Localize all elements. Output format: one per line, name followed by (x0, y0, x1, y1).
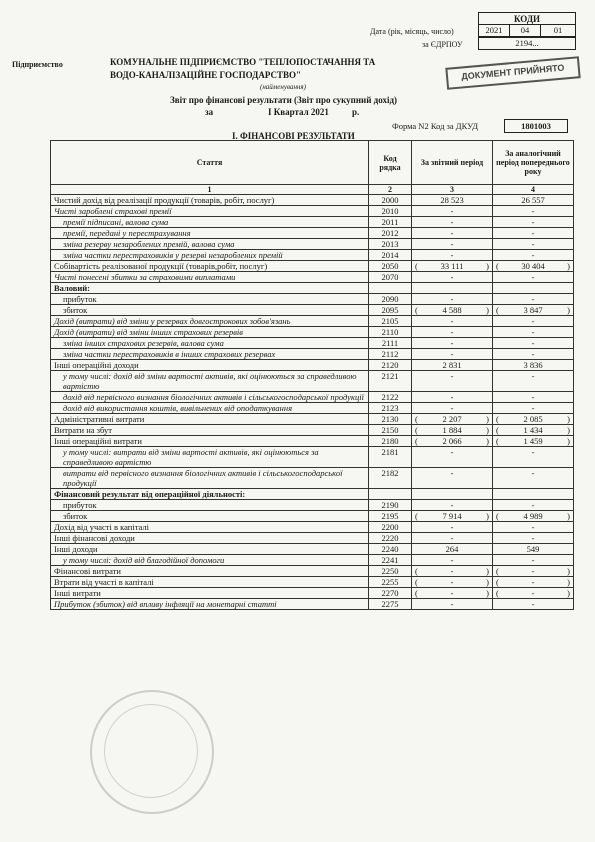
row-previous-value (493, 283, 574, 294)
row-current-value: ( - ) (412, 566, 493, 577)
row-label: у тому числі: дохід від благодійної допомоги (51, 555, 369, 566)
row-code: 2070 (369, 272, 412, 283)
row-current-value: ( 2 066 ) (412, 436, 493, 447)
row-current-value: ( 1 884 ) (412, 425, 493, 436)
table-row (51, 239, 574, 250)
value-text: 2 085 (523, 414, 543, 424)
row-code: 2112 (369, 349, 412, 360)
row-current-value: - (412, 228, 493, 239)
row-previous-value: ( 3 847 ) (493, 305, 574, 316)
row-code: 2121 (369, 371, 412, 392)
row-code: 2013 (369, 239, 412, 250)
row-previous-value: - (493, 468, 574, 489)
row-code: 2105 (369, 316, 412, 327)
row-code: 2250 (369, 566, 412, 577)
row-current-value: - (412, 294, 493, 305)
row-current-value: - (412, 371, 493, 392)
row-code: 2130 (369, 414, 412, 425)
report-title: Звіт про фінансові результати (Звіт про сукупний дохід) (170, 95, 398, 105)
row-label: Валовий: (51, 283, 369, 294)
row-previous-value: - (493, 447, 574, 468)
row-code: 2090 (369, 294, 412, 305)
row-current-value: ( 4 588 ) (412, 305, 493, 316)
row-previous-value: - (493, 555, 574, 566)
row-label: Дохід (витрати) від зміни у резервах довгострокових зобов'язань (51, 316, 369, 327)
name-caption: (найменування) (260, 83, 306, 91)
row-label: Дохід від участі в капіталі (51, 522, 369, 533)
row-current-value: - (412, 447, 493, 468)
row-label: у тому числі: витрати від зміни вартості активів, які оцінюються за справедливою вартістю (51, 447, 369, 468)
row-label: Втрати від участі в капіталі (51, 577, 369, 588)
col-number: 4 (493, 185, 574, 195)
col-header-code: Код рядка (369, 141, 412, 185)
row-label: Адміністративні витрати (51, 414, 369, 425)
enterprise-label: Підприємство (12, 60, 63, 69)
row-code: 2240 (369, 544, 412, 555)
row-code: 2123 (369, 403, 412, 414)
table-row (51, 566, 574, 577)
row-code: 2220 (369, 533, 412, 544)
row-label: прибуток (51, 294, 369, 305)
table-row (51, 228, 574, 239)
row-label: Прибуток (збиток) від впливу інфляції на монетарні статті (51, 599, 369, 610)
edrpou-code: 2194... (478, 37, 576, 50)
value-text: - (450, 588, 454, 598)
row-code: 2095 (369, 305, 412, 316)
row-previous-value: ( - ) (493, 566, 574, 577)
table-row (51, 414, 574, 425)
table-row (51, 316, 574, 327)
row-current-value (412, 283, 493, 294)
row-current-value: - (412, 403, 493, 414)
value-text: - (531, 588, 535, 598)
value-text: 33 111 (440, 261, 464, 271)
value-text: 30 404 (521, 261, 545, 271)
period-prefix: за (205, 107, 214, 117)
row-current-value: ( - ) (412, 588, 493, 599)
value-text: - (531, 566, 535, 576)
row-label: Інші операційні витрати (51, 436, 369, 447)
period-value: І Квартал 2021 (268, 107, 329, 117)
row-code: 2180 (369, 436, 412, 447)
row-code: 2110 (369, 327, 412, 338)
col-number: 3 (412, 185, 493, 195)
date-month: 04 (509, 24, 541, 37)
row-current-value: - (412, 392, 493, 403)
row-previous-value: - (493, 349, 574, 360)
row-previous-value: - (493, 217, 574, 228)
table-body (51, 195, 574, 610)
row-previous-value: ( - ) (493, 588, 574, 599)
table-row (51, 577, 574, 588)
row-current-value: - (412, 522, 493, 533)
row-label: Чисті зароблені страхові премії (51, 206, 369, 217)
row-label: Чисті понесені збитки за страховими виплатами (51, 272, 369, 283)
table-row (51, 283, 574, 294)
row-code: 2275 (369, 599, 412, 610)
row-previous-value: - (493, 239, 574, 250)
date-year: 2021 (478, 24, 510, 37)
table-row (51, 555, 574, 566)
row-previous-value: - (493, 522, 574, 533)
row-current-value: 264 (412, 544, 493, 555)
row-label: Собівартість реалізованої продукції (товарів,робіт, послуг) (51, 261, 369, 272)
row-code: 2000 (369, 195, 412, 206)
row-current-value: - (412, 272, 493, 283)
table-row (51, 217, 574, 228)
row-label: прибуток (51, 500, 369, 511)
row-label: у тому числі: дохід від зміни вартості активів, які оцінюються за справедливою вартістю (51, 371, 369, 392)
row-previous-value: - (493, 338, 574, 349)
row-code: 2010 (369, 206, 412, 217)
row-label: Інші витрати (51, 588, 369, 599)
row-current-value: - (412, 338, 493, 349)
row-previous-value: ( 4 989 ) (493, 511, 574, 522)
table-row (51, 511, 574, 522)
col-number: 2 (369, 185, 412, 195)
row-previous-value: - (493, 327, 574, 338)
row-current-value: ( - ) (412, 577, 493, 588)
value-text: 4 588 (442, 305, 462, 315)
row-previous-value: - (493, 371, 574, 392)
row-current-value: - (412, 533, 493, 544)
value-text: 4 989 (523, 511, 543, 521)
row-current-value: - (412, 206, 493, 217)
value-text: 2 066 (442, 436, 462, 446)
row-code: 2122 (369, 392, 412, 403)
row-previous-value: - (493, 250, 574, 261)
table-row (51, 392, 574, 403)
row-label: премії підписані, валова сума (51, 217, 369, 228)
row-code: 2255 (369, 577, 412, 588)
row-previous-value: ( 30 404 ) (493, 261, 574, 272)
row-label: Дохід (витрати) від зміни інших страхових резервів (51, 327, 369, 338)
row-current-value: 2 831 (412, 360, 493, 371)
value-text: - (450, 566, 454, 576)
value-text: - (450, 577, 454, 587)
row-current-value: - (412, 349, 493, 360)
row-previous-value: - (493, 500, 574, 511)
table-row (51, 489, 574, 500)
row-current-value: 28 523 (412, 195, 493, 206)
row-label: дохід від первісного визнання біологічних активів і сільськогосподарської продукції (51, 392, 369, 403)
row-label: витрати від первісного визнання біологічних активів і сільськогосподарської продукції (51, 468, 369, 489)
row-label: Витрати на збут (51, 425, 369, 436)
col-number: 1 (51, 185, 369, 195)
table-row (51, 533, 574, 544)
row-previous-value: - (493, 392, 574, 403)
row-label: зміна частки перестраховиків у резерві незароблених премій (51, 250, 369, 261)
table-row (51, 261, 574, 272)
row-current-value: - (412, 250, 493, 261)
table-row (51, 206, 574, 217)
financial-results-table (50, 140, 574, 610)
row-code: 2195 (369, 511, 412, 522)
row-code: 2241 (369, 555, 412, 566)
table-row (51, 447, 574, 468)
row-previous-value: - (493, 294, 574, 305)
row-code: 2190 (369, 500, 412, 511)
table-row (51, 272, 574, 283)
row-previous-value: 3 836 (493, 360, 574, 371)
row-previous-value: - (493, 599, 574, 610)
table-row (51, 500, 574, 511)
value-text: - (531, 577, 535, 587)
accepted-stamp: ДОКУМЕНТ ПРИЙНЯТО (445, 56, 580, 90)
row-previous-value: ( 2 085 ) (493, 414, 574, 425)
table-row (51, 522, 574, 533)
row-label: зміна частки перестраховиків в інших страхових резервах (51, 349, 369, 360)
row-label: Інші доходи (51, 544, 369, 555)
table-row (51, 195, 574, 206)
value-text: 2 207 (442, 414, 462, 424)
row-previous-value (493, 489, 574, 500)
row-current-value: - (412, 217, 493, 228)
row-current-value: ( 2 207 ) (412, 414, 493, 425)
row-previous-value: - (493, 272, 574, 283)
form-code: 1801003 (504, 119, 568, 133)
row-label: збиток (51, 511, 369, 522)
period-suffix: р. (352, 107, 360, 117)
row-label: дохід від використання коштів, вивільнених від оподаткування (51, 403, 369, 414)
row-previous-value: ( 1 459 ) (493, 436, 574, 447)
edrpou-label: за ЄДРПОУ (422, 40, 463, 49)
row-previous-value: - (493, 228, 574, 239)
row-previous-value: - (493, 403, 574, 414)
col-header-item: Стаття (51, 141, 369, 185)
row-code: 2270 (369, 588, 412, 599)
table-row (51, 425, 574, 436)
date-day: 01 (540, 24, 576, 37)
row-current-value (412, 489, 493, 500)
row-previous-value: - (493, 316, 574, 327)
value-text: 3 847 (523, 305, 543, 315)
table-row (51, 599, 574, 610)
row-label: Інші фінансові доходи (51, 533, 369, 544)
row-code: 2200 (369, 522, 412, 533)
table-row (51, 360, 574, 371)
table-row (51, 305, 574, 316)
row-current-value: - (412, 555, 493, 566)
row-previous-value: ( - ) (493, 577, 574, 588)
row-label: Фінансовий результат від операційної діяльності: (51, 489, 369, 500)
col-header-current: За звітний період (412, 141, 493, 185)
row-code: 2120 (369, 360, 412, 371)
row-code: 2014 (369, 250, 412, 261)
row-current-value: - (412, 500, 493, 511)
table-row (51, 468, 574, 489)
row-code (369, 283, 412, 294)
date-label: Дата (рік, місяць, число) (370, 27, 454, 36)
value-text: 1 459 (523, 436, 543, 446)
row-label: зміна резерву незароблених премій, валова сума (51, 239, 369, 250)
value-text: 1 434 (523, 425, 543, 435)
table-row (51, 338, 574, 349)
form-label: Форма N2 Код за ДКУД (392, 121, 479, 131)
table-row (51, 294, 574, 305)
table-row (51, 436, 574, 447)
row-current-value: - (412, 239, 493, 250)
table-row (51, 371, 574, 392)
row-current-value: - (412, 327, 493, 338)
table-row (51, 544, 574, 555)
row-label: збиток (51, 305, 369, 316)
table-row (51, 327, 574, 338)
table-row (51, 349, 574, 360)
row-code: 2181 (369, 447, 412, 468)
row-label: премії, передані у перестрахування (51, 228, 369, 239)
table-row (51, 403, 574, 414)
row-code: 2011 (369, 217, 412, 228)
row-code: 2150 (369, 425, 412, 436)
row-previous-value: - (493, 533, 574, 544)
row-label: Чистий дохід від реалізації продукції (товарів, робіт, послуг) (51, 195, 369, 206)
codes-title: КОДИ (478, 12, 576, 25)
col-header-previous: За аналогічний період попереднього року (493, 141, 574, 185)
row-current-value: - (412, 599, 493, 610)
enterprise-name-line1: КОМУНАЛЬНЕ ПІДПРИЄМСТВО "ТЕПЛОПОСТАЧАННЯ ТА (110, 57, 376, 67)
electronic-seal-inner (104, 704, 198, 798)
row-code: 2111 (369, 338, 412, 349)
row-code: 2050 (369, 261, 412, 272)
row-code (369, 489, 412, 500)
value-text: 7 914 (442, 511, 462, 521)
row-current-value: - (412, 316, 493, 327)
value-text: 1 884 (442, 425, 462, 435)
row-previous-value: - (493, 206, 574, 217)
row-label: Інші операційні доходи (51, 360, 369, 371)
row-label: зміна інших страхових резервів, валова сума (51, 338, 369, 349)
section-title: І. ФІНАНСОВІ РЕЗУЛЬТАТИ (232, 131, 355, 141)
table-row (51, 588, 574, 599)
row-previous-value: 549 (493, 544, 574, 555)
enterprise-name-line2: ВОДО-КАНАЛІЗАЦІЙНЕ ГОСПОДАРСТВО" (110, 70, 301, 80)
row-current-value: - (412, 468, 493, 489)
row-code: 2182 (369, 468, 412, 489)
row-current-value: ( 33 111 ) (412, 261, 493, 272)
row-previous-value: 26 557 (493, 195, 574, 206)
row-label: Фінансові витрати (51, 566, 369, 577)
row-current-value: ( 7 914 ) (412, 511, 493, 522)
table-row (51, 250, 574, 261)
row-previous-value: ( 1 434 ) (493, 425, 574, 436)
row-code: 2012 (369, 228, 412, 239)
